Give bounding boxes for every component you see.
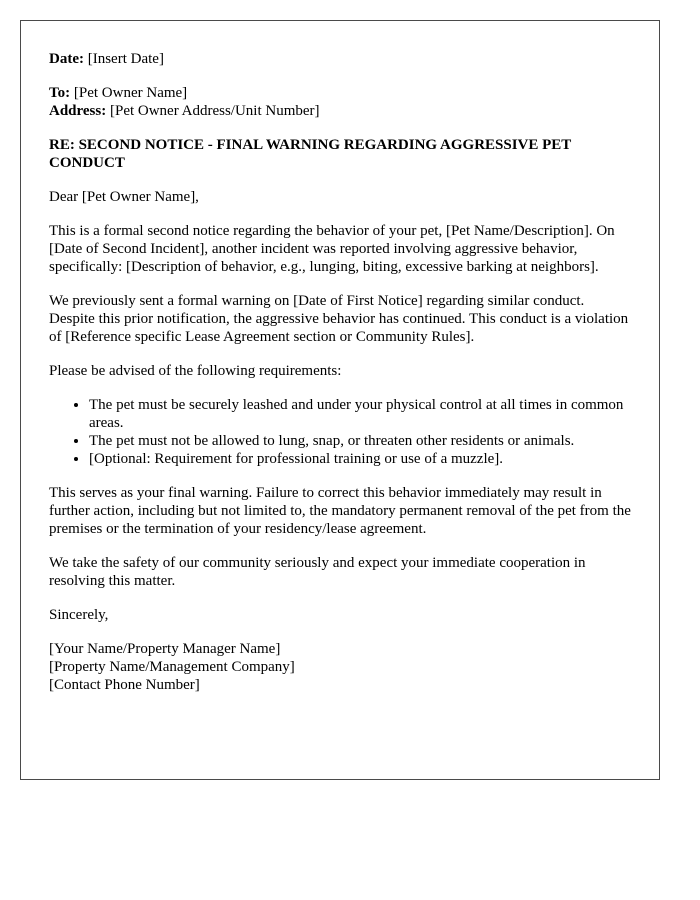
address-value: [Pet Owner Address/Unit Number] bbox=[109, 103, 320, 119]
date-line bbox=[49, 50, 631, 68]
signature-company: [Property Name/Management Company] bbox=[49, 659, 295, 675]
subject-line: RE: SECOND NOTICE - FINAL WARNING REGARDING AGGRESSIVE PET CONDUCT bbox=[49, 137, 572, 171]
body-paragraph-4: We take the safety of our community seriously and expect your immediate cooperation in resolving this matter. bbox=[49, 555, 586, 589]
salutation: Dear [Pet Owner Name], bbox=[49, 189, 199, 205]
signature-phone: [Contact Phone Number] bbox=[49, 677, 200, 693]
address-label: Address: bbox=[49, 103, 107, 119]
to-value: [Pet Owner Name] bbox=[73, 85, 188, 101]
requirement-item: • The pet must be securely leashed and under your physical control at all times in common areas. bbox=[89, 396, 631, 432]
address-line bbox=[49, 102, 631, 120]
date-label: Date: bbox=[49, 51, 84, 67]
to-line bbox=[49, 84, 631, 102]
to-label: To: bbox=[49, 85, 71, 101]
body-paragraph-1: This is a formal second notice regarding the behavior of your pet, [Pet Name/Description]. On [Date of Second Incident], another incident was reported involving aggressive behavior, specifically: [Description of behavior, e.g., lunging, biting, excessive barking at neighbors]. bbox=[49, 223, 615, 275]
body-paragraph-2: We previously sent a formal warning on [Date of First Notice] regarding similar conduct. Despite this prior notification, the aggressive behavior has continued. This conduct is a violation of [Reference specific Lease Agreement section or Community Rules]. bbox=[49, 293, 629, 345]
signature-name: [Your Name/Property Manager Name] bbox=[49, 641, 281, 657]
body-paragraph-3: This serves as your final warning. Failure to correct this behavior immediately may result in further action, including but not limited to, the mandatory permanent removal of the pet from the premises or the termination of your residency/lease agreement. bbox=[49, 485, 631, 537]
signature-block bbox=[49, 640, 631, 694]
closing: Sincerely, bbox=[49, 607, 109, 623]
requirement-item: • The pet must not be allowed to lung, snap, or threaten other residents or animals. bbox=[89, 432, 631, 450]
requirement-item: • [Optional: Requirement for professional training or use of a muzzle]. bbox=[89, 450, 631, 468]
date-value: [Insert Date] bbox=[87, 51, 164, 67]
recipient-block bbox=[49, 84, 631, 120]
requirements-list bbox=[49, 396, 631, 468]
letter-document bbox=[20, 20, 660, 780]
requirements-intro: Please be advised of the following requirements: bbox=[49, 363, 342, 379]
